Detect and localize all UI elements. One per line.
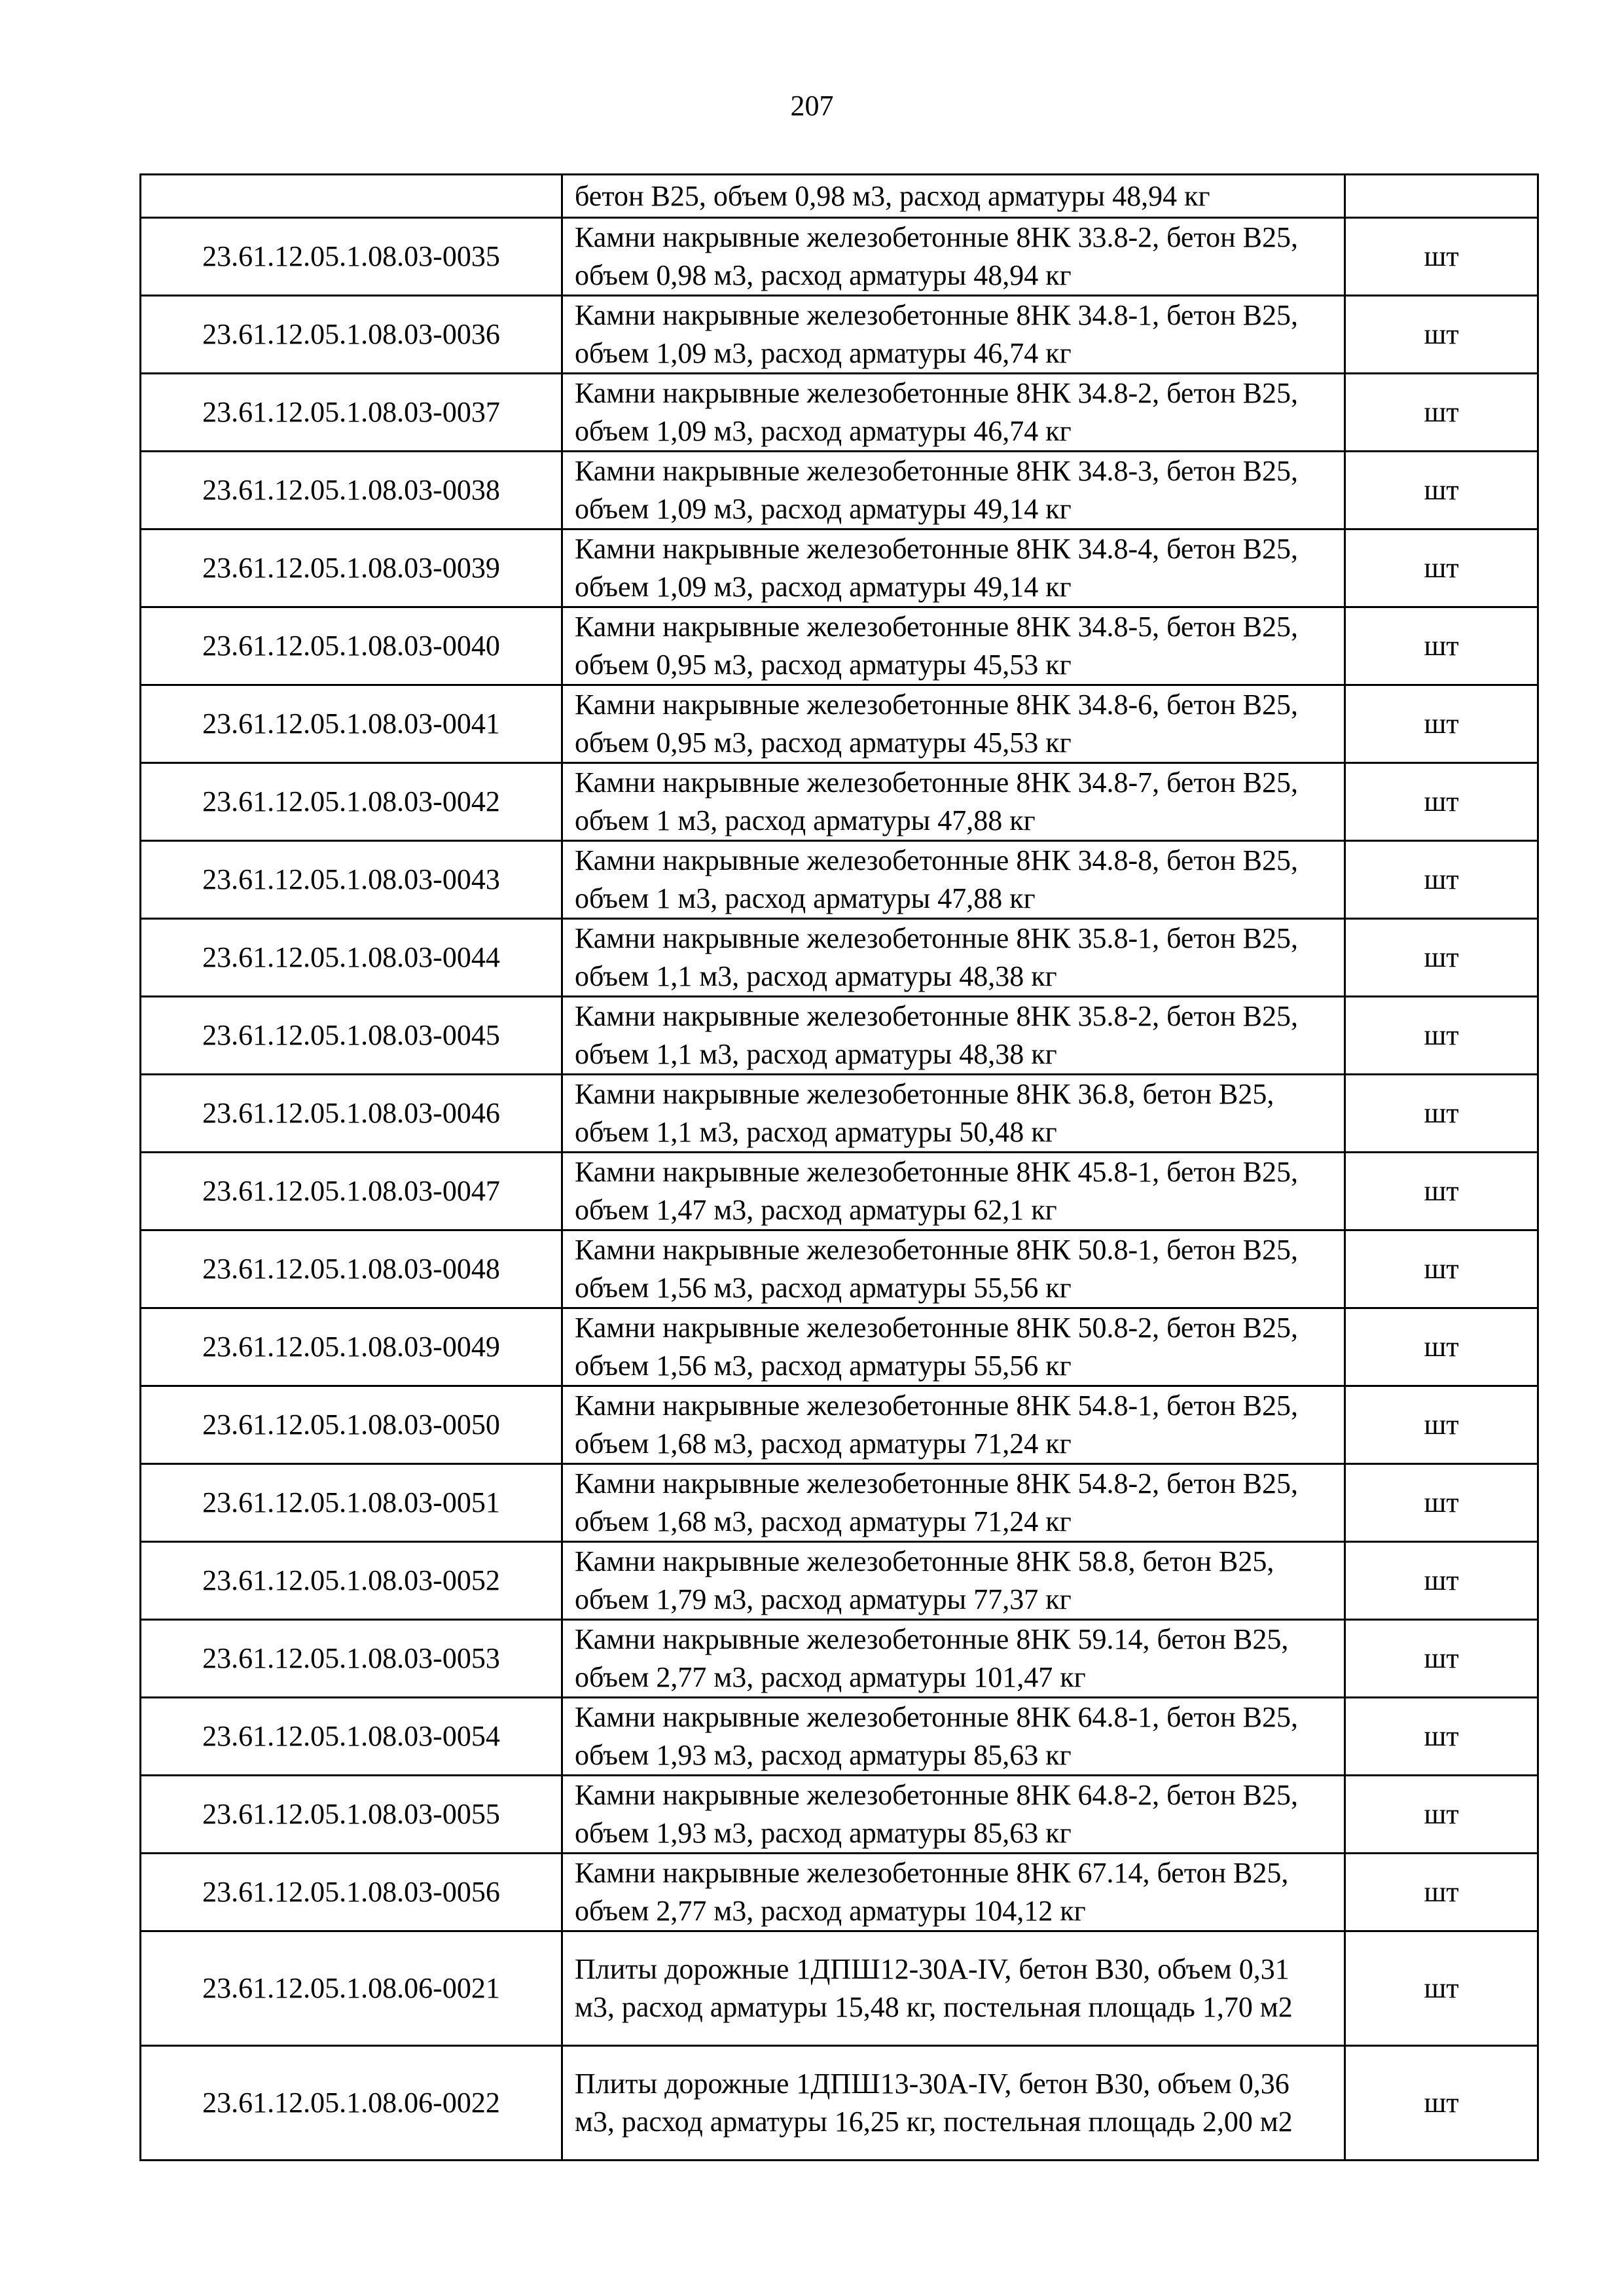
unit-cell: шт bbox=[1345, 1386, 1538, 1464]
table-row bbox=[141, 1308, 1538, 1386]
description-cell: Камни накрывные железобетонные 8НК 36.8, бетон B25, объем 1,1 м3, расход арматуры 50,48 кг bbox=[562, 1075, 1345, 1153]
unit-cell: шт bbox=[1345, 529, 1538, 607]
description-cell: Камни накрывные железобетонные 8НК 59.14, бетон B25, объем 2,77 м3, расход арматуры 101,47 кг bbox=[562, 1620, 1345, 1698]
code-cell: 23.61.12.05.1.08.03-0042 bbox=[141, 763, 562, 841]
code-cell: 23.61.12.05.1.08.03-0048 bbox=[141, 1230, 562, 1308]
unit-cell: шт bbox=[1345, 1075, 1538, 1153]
code-cell: 23.61.12.05.1.08.03-0046 bbox=[141, 1075, 562, 1153]
description-cell: Камни накрывные железобетонные 8НК 50.8-1, бетон B25, объем 1,56 м3, расход арматуры 55,56 кг bbox=[562, 1230, 1345, 1308]
description-cell: Плиты дорожные 1ДПШ12-30А-IV, бетон B30, объем 0,31 м3, расход арматуры 15,48 кг, постельная площадь 1,70 м2 bbox=[562, 1931, 1345, 2046]
page-number: 207 bbox=[790, 90, 834, 122]
code-cell: 23.61.12.05.1.08.03-0047 bbox=[141, 1153, 562, 1230]
table-row bbox=[141, 1542, 1538, 1620]
unit-cell: шт bbox=[1345, 2046, 1538, 2161]
table-row bbox=[141, 1464, 1538, 1542]
code-cell: 23.61.12.05.1.08.03-0056 bbox=[141, 1854, 562, 1931]
table-row bbox=[141, 1620, 1538, 1698]
table-row bbox=[141, 607, 1538, 685]
code-cell: 23.61.12.05.1.08.03-0038 bbox=[141, 452, 562, 529]
unit-cell: шт bbox=[1345, 1464, 1538, 1542]
code-cell: 23.61.12.05.1.08.03-0040 bbox=[141, 607, 562, 685]
table-row bbox=[141, 685, 1538, 763]
unit-cell: шт bbox=[1345, 607, 1538, 685]
table-row bbox=[141, 374, 1538, 452]
unit-cell: шт bbox=[1345, 997, 1538, 1075]
table-row bbox=[141, 1075, 1538, 1153]
description-cell: Камни накрывные железобетонные 8НК 34.8-8, бетон B25, объем 1 м3, расход арматуры 47,88 кг bbox=[562, 841, 1345, 919]
description-cell: Камни накрывные железобетонные 8НК 54.8-2, бетон B25, объем 1,68 м3, расход арматуры 71,24 кг bbox=[562, 1464, 1345, 1542]
description-cell: Камни накрывные железобетонные 8НК 58.8, бетон B25, объем 1,79 м3, расход арматуры 77,37 кг bbox=[562, 1542, 1345, 1620]
description-cell: Камни накрывные железобетонные 8НК 35.8-2, бетон B25, объем 1,1 м3, расход арматуры 48,38 кг bbox=[562, 997, 1345, 1075]
unit-cell bbox=[1345, 175, 1538, 218]
description-cell: Камни накрывные железобетонные 8НК 64.8-1, бетон B25, объем 1,93 м3, расход арматуры 85,63 кг bbox=[562, 1698, 1345, 1776]
unit-cell: шт bbox=[1345, 218, 1538, 296]
unit-cell: шт bbox=[1345, 1542, 1538, 1620]
code-cell: 23.61.12.05.1.08.03-0051 bbox=[141, 1464, 562, 1542]
table-row bbox=[141, 296, 1538, 374]
description-cell: Камни накрывные железобетонные 8НК 64.8-2, бетон B25, объем 1,93 м3, расход арматуры 85,63 кг bbox=[562, 1776, 1345, 1854]
unit-cell: шт bbox=[1345, 1620, 1538, 1698]
unit-cell: шт bbox=[1345, 1854, 1538, 1931]
unit-cell: шт bbox=[1345, 452, 1538, 529]
table-row bbox=[141, 841, 1538, 919]
table-row bbox=[141, 763, 1538, 841]
unit-cell: шт bbox=[1345, 763, 1538, 841]
code-cell: 23.61.12.05.1.08.03-0054 bbox=[141, 1698, 562, 1776]
code-cell: 23.61.12.05.1.08.03-0055 bbox=[141, 1776, 562, 1854]
description-cell: Камни накрывные железобетонные 8НК 33.8-2, бетон B25, объем 0,98 м3, расход арматуры 48,94 кг bbox=[562, 218, 1345, 296]
description-cell: Плиты дорожные 1ДПШ13-30А-IV, бетон B30, объем 0,36 м3, расход арматуры 16,25 кг, постельная площадь 2,00 м2 bbox=[562, 2046, 1345, 2161]
code-cell: 23.61.12.05.1.08.03-0044 bbox=[141, 919, 562, 997]
table-row bbox=[141, 218, 1538, 296]
unit-cell: шт bbox=[1345, 685, 1538, 763]
code-cell: 23.61.12.05.1.08.06-0022 bbox=[141, 2046, 562, 2161]
table-row bbox=[141, 1776, 1538, 1854]
description-cell: Камни накрывные железобетонные 8НК 34.8-3, бетон B25, объем 1,09 м3, расход арматуры 49,14 кг bbox=[562, 452, 1345, 529]
description-cell: Камни накрывные железобетонные 8НК 35.8-1, бетон B25, объем 1,1 м3, расход арматуры 48,38 кг bbox=[562, 919, 1345, 997]
table-row bbox=[141, 1698, 1538, 1776]
description-cell: Камни накрывные железобетонные 8НК 34.8-2, бетон B25, объем 1,09 м3, расход арматуры 46,74 кг bbox=[562, 374, 1345, 452]
description-cell: Камни накрывные железобетонные 8НК 50.8-2, бетон B25, объем 1,56 м3, расход арматуры 55,56 кг bbox=[562, 1308, 1345, 1386]
code-cell: 23.61.12.05.1.08.03-0052 bbox=[141, 1542, 562, 1620]
description-cell: Камни накрывные железобетонные 8НК 34.8-5, бетон B25, объем 0,95 м3, расход арматуры 45,53 кг bbox=[562, 607, 1345, 685]
code-cell bbox=[141, 175, 562, 218]
description-cell: Камни накрывные железобетонные 8НК 34.8-1, бетон B25, объем 1,09 м3, расход арматуры 46,74 кг bbox=[562, 296, 1345, 374]
unit-cell: шт bbox=[1345, 1776, 1538, 1854]
unit-cell: шт bbox=[1345, 1698, 1538, 1776]
code-cell: 23.61.12.05.1.08.03-0035 bbox=[141, 218, 562, 296]
description-cell: Камни накрывные железобетонные 8НК 34.8-4, бетон B25, объем 1,09 м3, расход арматуры 49,14 кг bbox=[562, 529, 1345, 607]
table-row bbox=[141, 997, 1538, 1075]
unit-cell: шт bbox=[1345, 1308, 1538, 1386]
table-row bbox=[141, 1153, 1538, 1230]
table-row bbox=[141, 919, 1538, 997]
unit-cell: шт bbox=[1345, 1153, 1538, 1230]
table-row-continuation bbox=[141, 175, 1538, 218]
unit-cell: шт bbox=[1345, 1230, 1538, 1308]
code-cell: 23.61.12.05.1.08.03-0039 bbox=[141, 529, 562, 607]
table-row bbox=[141, 529, 1538, 607]
code-cell: 23.61.12.05.1.08.03-0043 bbox=[141, 841, 562, 919]
description-cell: Камни накрывные железобетонные 8НК 54.8-1, бетон B25, объем 1,68 м3, расход арматуры 71,24 кг bbox=[562, 1386, 1345, 1464]
description-cell: Камни накрывные железобетонные 8НК 67.14, бетон B25, объем 2,77 м3, расход арматуры 104,12 кг bbox=[562, 1854, 1345, 1931]
table-row bbox=[141, 1386, 1538, 1464]
code-cell: 23.61.12.05.1.08.03-0049 bbox=[141, 1308, 562, 1386]
description-cell: Камни накрывные железобетонные 8НК 34.8-6, бетон B25, объем 0,95 м3, расход арматуры 45,53 кг bbox=[562, 685, 1345, 763]
unit-cell: шт bbox=[1345, 919, 1538, 997]
description-cell: Камни накрывные железобетонные 8НК 45.8-1, бетон B25, объем 1,47 м3, расход арматуры 62,1 кг bbox=[562, 1153, 1345, 1230]
code-cell: 23.61.12.05.1.08.03-0037 bbox=[141, 374, 562, 452]
code-cell: 23.61.12.05.1.08.03-0041 bbox=[141, 685, 562, 763]
description-cell: Камни накрывные железобетонные 8НК 34.8-7, бетон B25, объем 1 м3, расход арматуры 47,88 кг bbox=[562, 763, 1345, 841]
code-cell: 23.61.12.05.1.08.03-0045 bbox=[141, 997, 562, 1075]
table-row bbox=[141, 2046, 1538, 2161]
table-row bbox=[141, 1854, 1538, 1931]
unit-cell: шт bbox=[1345, 374, 1538, 452]
code-cell: 23.61.12.05.1.08.03-0036 bbox=[141, 296, 562, 374]
code-cell: 23.61.12.05.1.08.06-0021 bbox=[141, 1931, 562, 2046]
unit-cell: шт bbox=[1345, 1931, 1538, 2046]
table-row bbox=[141, 1230, 1538, 1308]
table-row bbox=[141, 1931, 1538, 2046]
code-cell: 23.61.12.05.1.08.03-0050 bbox=[141, 1386, 562, 1464]
code-cell: 23.61.12.05.1.08.03-0053 bbox=[141, 1620, 562, 1698]
description-cell: бетон B25, объем 0,98 м3, расход арматуры 48,94 кг bbox=[562, 175, 1345, 218]
unit-cell: шт bbox=[1345, 841, 1538, 919]
price-table bbox=[139, 173, 1539, 2161]
unit-cell: шт bbox=[1345, 296, 1538, 374]
table-row bbox=[141, 452, 1538, 529]
table-body bbox=[141, 175, 1538, 2161]
